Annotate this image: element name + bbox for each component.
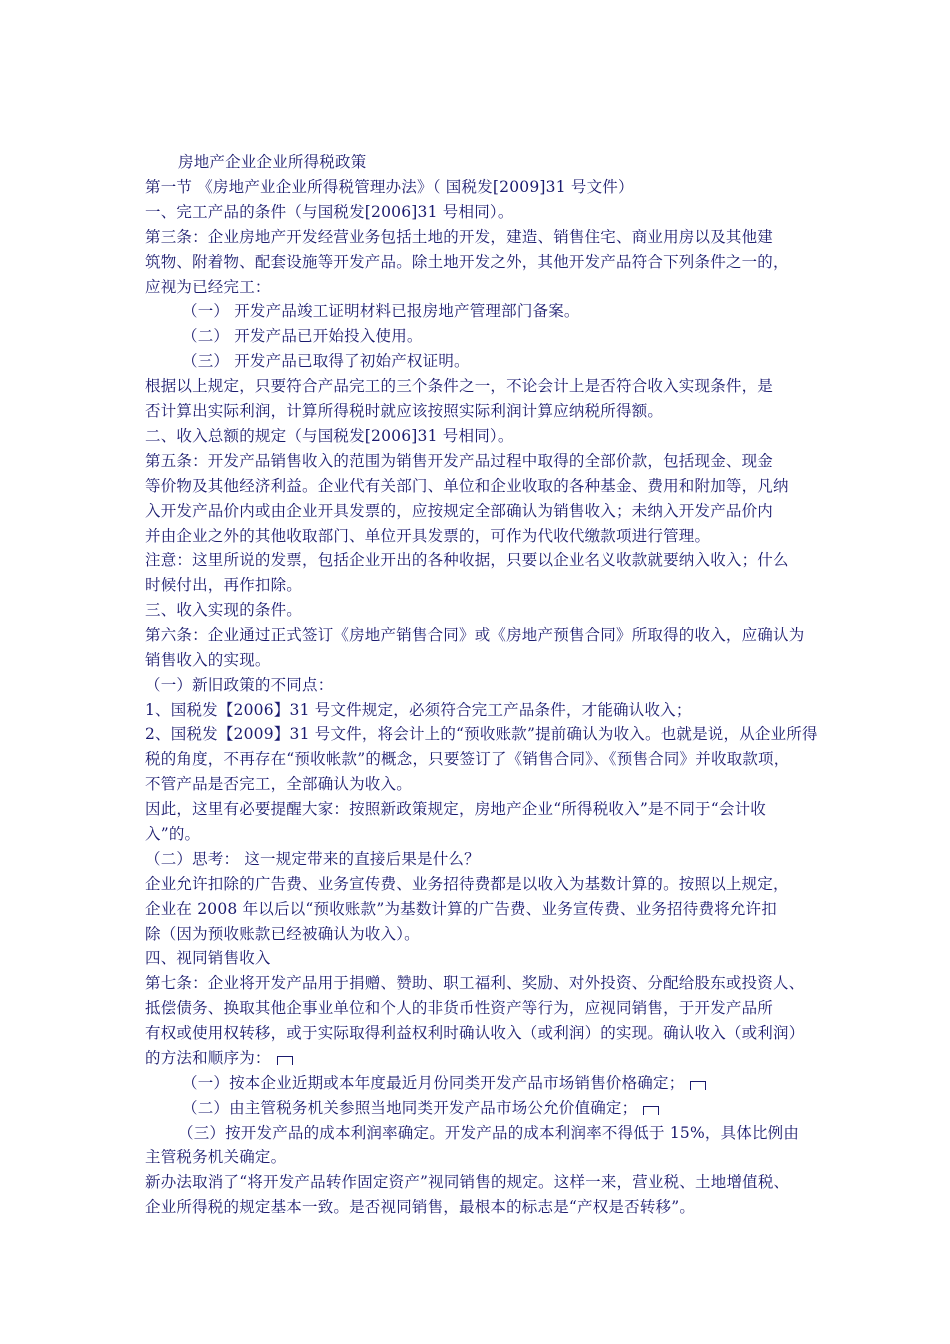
article-6-line: 第六条：企业通过正式签订《房地产销售合同》或《房地产预售合同》所取得的收入，应确认为 [145, 626, 805, 644]
method-item-2 [182, 1098, 659, 1118]
difference-item-1: 1、国税发【2006】31 号文件规定，必须符合完工产品条件，才能确认收入； [145, 701, 692, 719]
article-5-line: 入开发产品价内或由企业开具发票的，应按规定全部确认为销售收入；未纳入开发产品价内 [145, 502, 774, 520]
paragraph-mark-icon [690, 1081, 706, 1090]
heading-4: 四、视同销售收入 [145, 949, 271, 967]
condition-item: （三） 开发产品已取得了初始产权证明。 [182, 352, 470, 370]
heading-3: 三、收入实现的条件。 [145, 601, 303, 619]
method-text: （二）由主管税务机关参照当地同类开发产品市场公允价值确定； [182, 1099, 638, 1117]
document-title: 房地产企业企业所得税政策 [178, 153, 367, 171]
condition-item: （一） 开发产品竣工证明材料已报房地产管理部门备案。 [182, 302, 580, 320]
thinking-line: 企业允许扣除的广告费、业务宣传费、业务招待费都是以收入为基数计算的。按照以上规定， [145, 875, 789, 893]
conclusion-line: 新办法取消了“将开发产品转作固定资产”视同销售的规定。这样一来，营业税、土地增值税、 [145, 1173, 790, 1191]
method-item-3-line: 主管税务机关确定。 [145, 1148, 287, 1166]
difference-item-2-line: 不管产品是否完工，全部确认为收入。 [145, 775, 412, 793]
heading-1: 一、完工产品的条件（与国税发[2006]31 号相同）。 [145, 203, 514, 221]
paragraph-line: 根据以上规定，只要符合产品完工的三个条件之一，不论会计上是否符合收入实现条件，是 [145, 377, 774, 395]
article-7-line: 第七条：企业将开发产品用于捐赠、赞助、职工福利、奖励、对外投资、分配给股东或投资人、 [145, 974, 805, 992]
subheading-differences: （一）新旧政策的不同点： [145, 676, 334, 694]
difference-item-2-line: 2、国税发【2009】31 号文件，将会计上的“预收账款”提前确认为收入。也就是说，从企业所得 [145, 725, 818, 743]
difference-item-2-line: 税的角度，不再存在“预收帐款”的概念，只要签订了《销售合同》、《预售合同》并收取款项， [145, 750, 790, 768]
article-3-line: 筑物、附着物、配套设施等开发产品。除土地开发之外，其他开发产品符合下列条件之一的， [145, 253, 789, 271]
paragraph-mark-icon [643, 1106, 659, 1115]
paragraph-line: 否计算出实际利润，计算所得税时就应该按照实际利润计算应纳税所得额。 [145, 402, 664, 420]
article-7-line: 抵偿债务、换取其他企事业单位和个人的非货币性资产等行为，应视同销售，于开发产品所 [145, 999, 774, 1017]
reminder-line: 因此，这里有必要提醒大家：按照新政策规定，房地产企业“所得税收入”是不同于“会计收 [145, 800, 766, 818]
article-5-line: 并由企业之外的其他收取部门、单位开具发票的，可作为代收代缴款项进行管理。 [145, 527, 711, 545]
article-6-line: 销售收入的实现。 [145, 651, 271, 669]
subheading-thinking: （二）思考： 这一规定带来的直接后果是什么？ [145, 850, 480, 868]
conclusion-line: 企业所得税的规定基本一致。是否视同销售，最根本的标志是“产权是否转移”。 [145, 1198, 696, 1216]
article-5-line: 第五条：开发产品销售收入的范围为销售开发产品过程中取得的全部价款，包括现金、现金 [145, 452, 774, 470]
method-item-1 [182, 1073, 706, 1093]
thinking-line: 企业在 2008 年以后以“预收账款”为基数计算的广告费、业务宣传费、业务招待费将允许扣 [145, 900, 777, 918]
article-7-text: 的方法和顺序为： [145, 1049, 271, 1067]
paragraph-mark-icon [277, 1056, 293, 1065]
note-line: 时候付出，再作扣除。 [145, 576, 303, 594]
heading-2: 二、收入总额的规定（与国税发[2006]31 号相同）。 [145, 427, 514, 445]
note-line: 注意：这里所说的发票，包括企业开出的各种收据，只要以企业名义收款就要纳入收入；什么 [145, 551, 789, 569]
article-7-line [145, 1048, 293, 1068]
reminder-line: 入”的。 [145, 825, 201, 843]
section-heading: 第一节 《房地产业企业所得税管理办法》（ 国税发[2009]31 号文件） [145, 178, 634, 196]
condition-item: （二） 开发产品已开始投入使用。 [182, 327, 423, 345]
article-3-line: 第三条：企业房地产开发经营业务包括土地的开发，建造、销售住宅、商业用房以及其他建 [145, 228, 774, 246]
method-item-3-line: （三）按开发产品的成本利润率确定。开发产品的成本利润率不得低于 15%，具体比例由 [178, 1124, 800, 1142]
article-7-line: 有权或使用权转移，或于实际取得利益权利时确认收入（或利润）的实现。确认收入（或利润） [145, 1024, 805, 1042]
method-text: （一）按本企业近期或本年度最近月份同类开发产品市场销售价格确定； [182, 1074, 685, 1092]
article-3-line: 应视为已经完工： [145, 278, 271, 296]
thinking-line: 除（因为预收账款已经被确认为收入）。 [145, 925, 420, 943]
article-5-line: 等价物及其他经济利益。企业代有关部门、单位和企业收取的各种基金、费用和附加等，凡纳 [145, 477, 789, 495]
